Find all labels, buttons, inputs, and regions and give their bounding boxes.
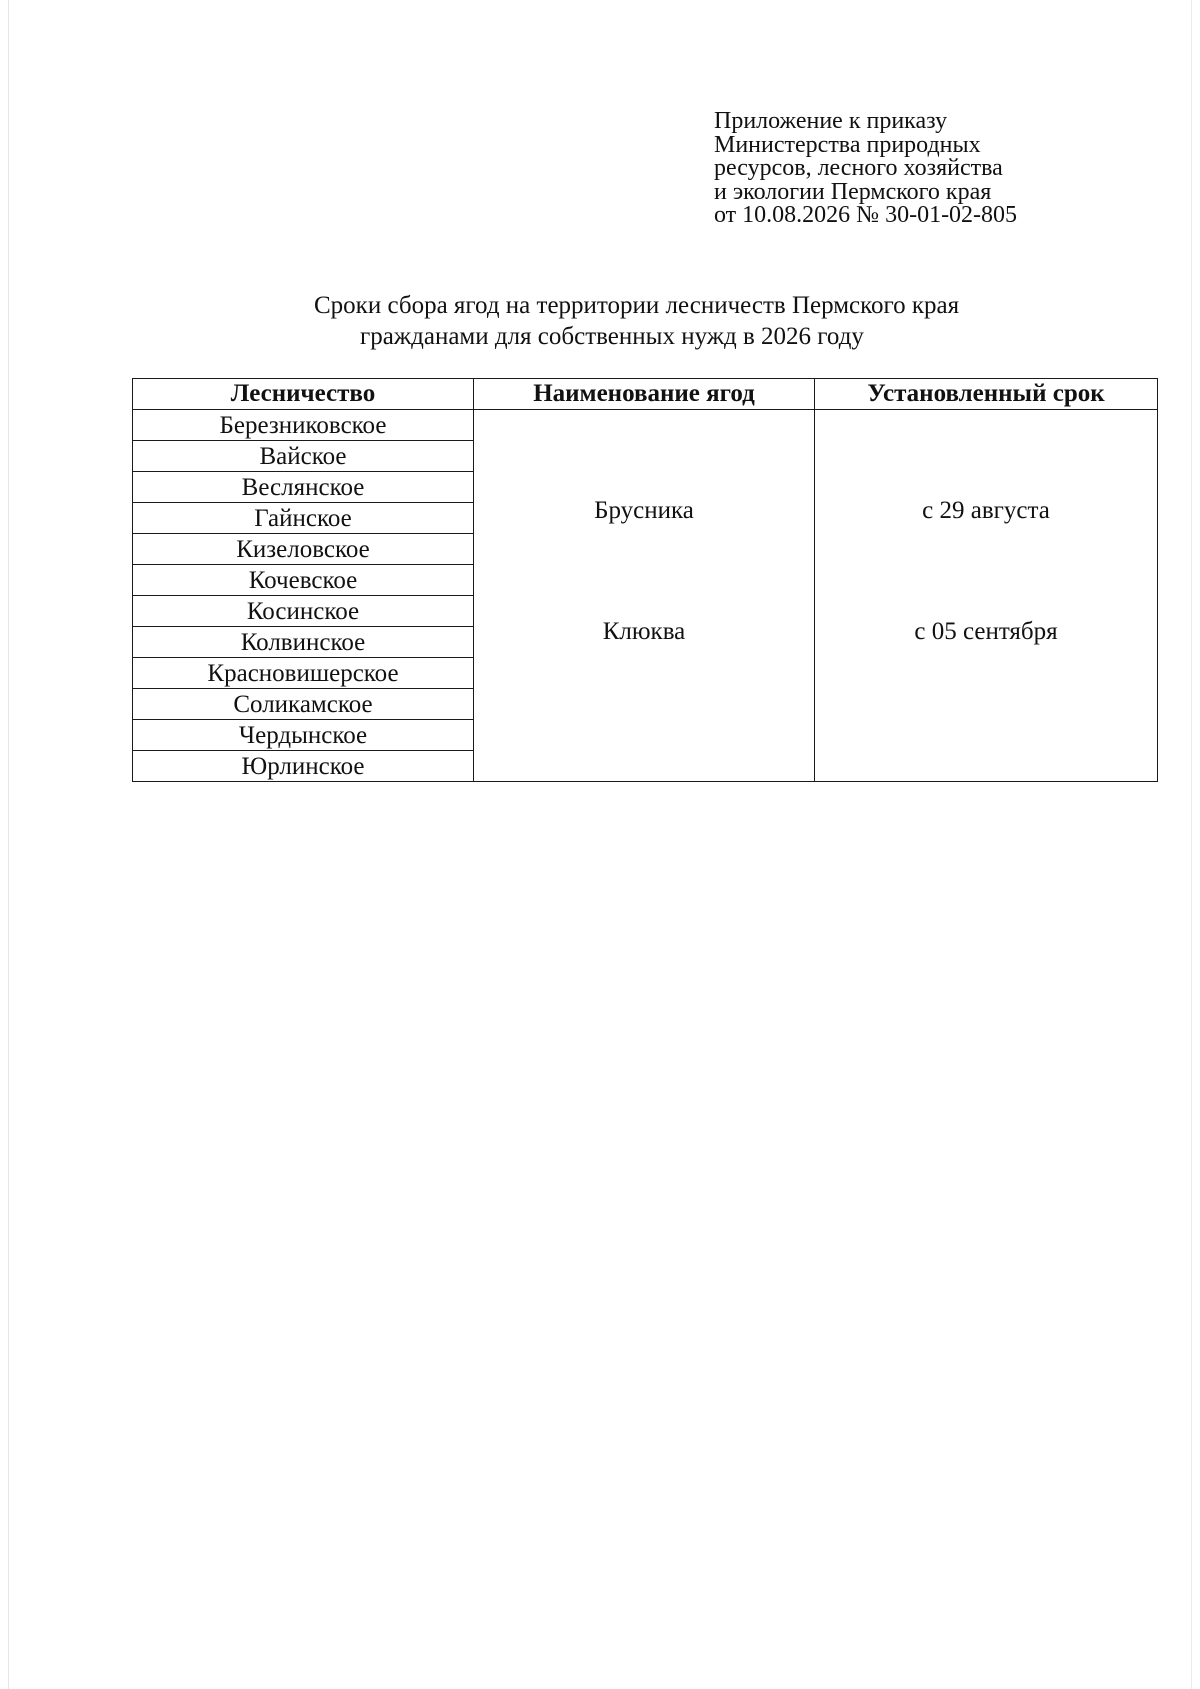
forestry-cell: Соликамское [133, 689, 474, 720]
appendix-note [714, 110, 1017, 228]
appendix-line: и экологии Пермского края [714, 178, 992, 205]
forestry-cell: Колвинское [133, 627, 474, 658]
table-row [133, 410, 1158, 441]
forestry-cell: Косинское [133, 596, 474, 627]
forestry-cell: Березниковское [133, 410, 474, 441]
forestry-cell: Кочевское [133, 565, 474, 596]
berry-name: Брусника [594, 497, 694, 524]
berry-schedule-table [132, 378, 1158, 782]
forestry-cell: Кизеловское [133, 534, 474, 565]
collection-start-date: с 29 августа [922, 497, 1050, 524]
appendix-order-reference: от 10.08.2026 № 30-01-02-805 [714, 202, 1018, 228]
berry-name: Клюква [602, 618, 686, 645]
forestry-cell: Веслянское [133, 472, 474, 503]
collection-start-date: с 05 сентября [914, 618, 1058, 645]
appendix-line: ресурсов, лесного хозяйства [714, 155, 1003, 181]
header-forestry: Лесничество [133, 379, 474, 410]
header-established-period: Установленный срок [815, 379, 1158, 410]
appendix-line: Приложение к приказу [714, 108, 948, 134]
berries-cell [474, 410, 815, 782]
appendix-line: Министерства природных [714, 131, 981, 158]
header-berry-name: Наименование ягод [474, 379, 815, 410]
forestry-cell: Гайнское [133, 503, 474, 534]
forestry-cell: Красновишерское [133, 658, 474, 689]
dates-cell [815, 410, 1158, 782]
title-line-2: гражданами для собственных нужд в 2026 году [360, 323, 864, 350]
forestry-cell: Чердынское [133, 720, 474, 751]
document-title [130, 290, 1130, 352]
forestry-cell: Юрлинское [133, 751, 474, 782]
forestry-cell: Вайское [133, 441, 474, 472]
table-header-row [133, 379, 1158, 410]
title-line-1: Сроки сбора ягод на территории лесничеств Пермского края [314, 292, 960, 319]
page-frame [8, 0, 1192, 1689]
